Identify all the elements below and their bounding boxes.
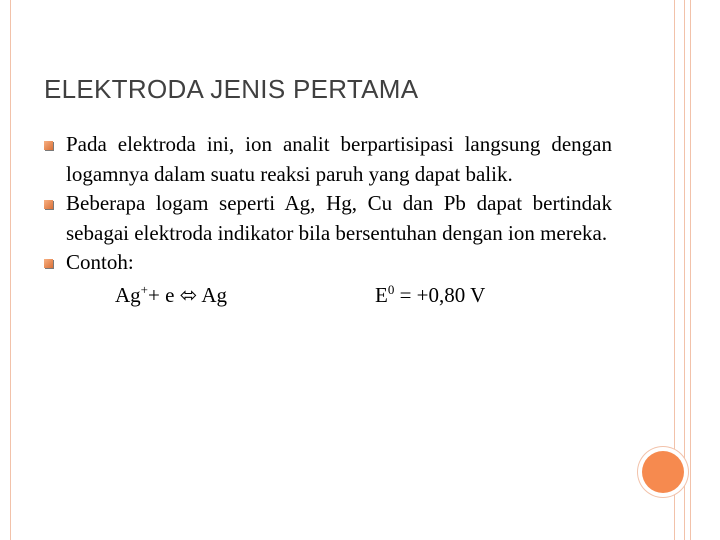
standard-potential: [375, 282, 485, 308]
half-reaction: [115, 282, 227, 308]
bullet-text: Pada elektroda ini, ion analit berpartisipasi langsung dengan logamnya dalam suatu reaksi paruh yang dapat balik.: [66, 132, 612, 186]
bullet-item: [42, 248, 612, 278]
slide-title: ELEKTRODA JENIS PERTAMA: [44, 74, 419, 104]
bullet-square-icon: [44, 141, 53, 150]
bullet-item: [42, 189, 612, 248]
decor-line-inner: [690, 0, 691, 540]
reactant-charge: +: [140, 281, 149, 297]
slide-content: [42, 130, 612, 308]
electron-term: + e: [148, 282, 175, 307]
bullet-item: [42, 130, 612, 189]
product: Ag: [201, 282, 228, 307]
reactant: Ag: [115, 282, 141, 307]
double-arrow-icon: ⬄: [179, 282, 198, 307]
bullet-square-icon: [44, 200, 53, 209]
reaction-equation: [42, 278, 612, 308]
potential-symbol: E: [375, 282, 388, 307]
bullet-text: Beberapa logam seperti Ag, Hg, Cu dan Pb dapat bertindak sebagai elektroda indikator bila bersentuhan dengan ion mereka.: [66, 191, 612, 245]
bullet-text: Contoh:: [66, 250, 134, 274]
bullet-square-icon: [44, 259, 53, 268]
potential-superscript: 0: [387, 281, 395, 297]
decor-circle: [638, 447, 688, 497]
potential-value: = +0,80 V: [399, 282, 486, 307]
